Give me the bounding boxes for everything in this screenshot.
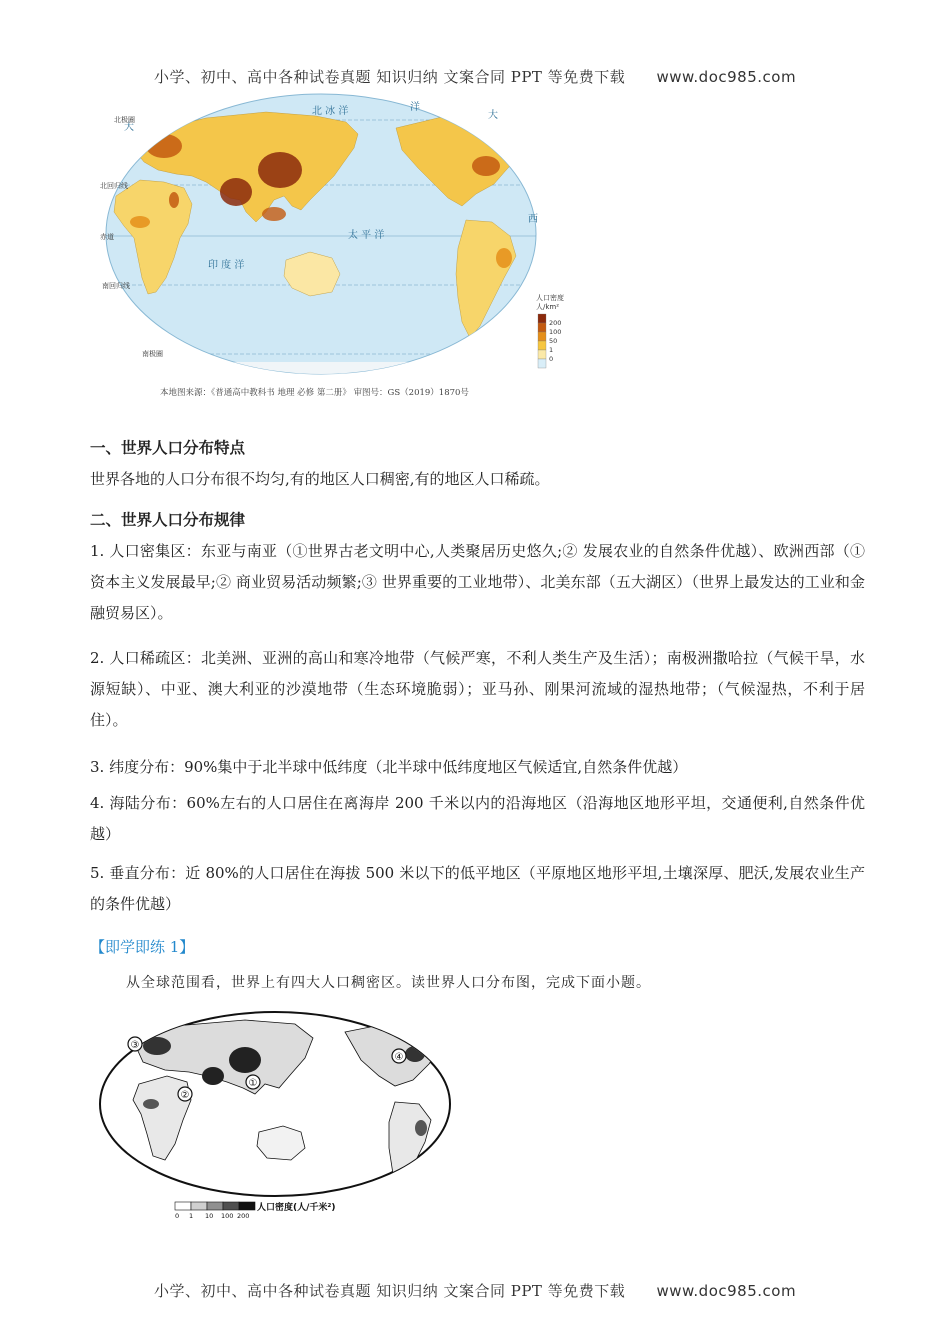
legend-swatch <box>538 314 546 323</box>
map-label-pacific-ocean: 太 平 洋 <box>348 230 385 241</box>
map2-legend-swatch <box>223 1202 239 1210</box>
map-label-arctic-ocean: 北 冰 洋 <box>312 106 349 117</box>
legend-title: 人口密度 <box>536 294 564 302</box>
legend-value: 1 <box>549 346 554 354</box>
map2-dense-brazil <box>415 1120 427 1136</box>
map-label-indian-ocean: 印 度 洋 <box>208 260 245 271</box>
map2-legend-swatch <box>191 1202 207 1210</box>
east-asia-dense <box>258 152 302 188</box>
map2-legend-value: 10 <box>205 1212 214 1220</box>
header-site[interactable]: www.doc985.com <box>656 68 797 86</box>
map2-marker-2 <box>178 1087 192 1101</box>
section2-item-5: 5. 垂直分布：近 80%的人口居住在海拔 500 米以下的低平地区（平原地区地形平坦,土壤深厚、肥沃,发展农业生产的条件优越） <box>90 864 865 913</box>
antarctica-landmass <box>96 362 556 382</box>
west-europe-dense <box>146 134 182 158</box>
exercise-label: 【即学即练 1】 <box>90 938 195 956</box>
legend-value: 200 <box>549 319 562 327</box>
nile-dense <box>169 192 179 208</box>
legend-value: 50 <box>549 337 558 345</box>
map-label-big-right: 大 <box>488 110 498 121</box>
map-label-antarctic-circle: 南极圈 <box>142 350 163 358</box>
west-africa-dense <box>130 216 150 228</box>
world-population-map <box>96 88 564 388</box>
east-north-america-dense <box>472 156 500 176</box>
legend-swatch <box>538 332 546 341</box>
map-label-ocean-char: 洋 <box>410 102 420 113</box>
section1-text: 世界各地的人口分布很不均匀,有的地区人口稠密,有的地区人口稀疏。 <box>90 470 550 488</box>
legend-value: 100 <box>549 328 562 336</box>
legend-unit: 人/km² <box>536 303 560 311</box>
map2-marker-1 <box>246 1075 260 1089</box>
map-label-big-left: 大 <box>124 122 134 133</box>
legend-value: 0 <box>549 355 554 363</box>
section2-item-2: 2. 人口稀疏区：北美洲、亚洲的高山和寒冷地带（气候严寒，不利人类生产及生活）；南极洲撒哈拉（气候干旱，水源短缺）、中亚、澳大利亚的沙漠地带（生态环境脆弱）；亚马孙、刚果河流域的湿热地带；（气候湿热，不利于居住）。 <box>90 649 865 729</box>
map-label-atlantic-xi: 西 <box>528 214 538 225</box>
legend-swatch <box>538 341 546 350</box>
exercise-intro: 从全球范围看，世界上有四大人口稠密区。读世界人口分布图，完成下面小题。 <box>126 975 651 991</box>
south-asia-dense <box>220 178 252 206</box>
map2-dense-west-europe <box>143 1037 171 1055</box>
section2-item-3: 3. 纬度分布：90%集中于北半球中低纬度（北半球中低纬度地区气候适宜,自然条件优越） <box>90 758 688 776</box>
map2-legend-value: 100 <box>221 1212 234 1220</box>
map-label-tropic-cancer: 北回归线 <box>100 182 128 190</box>
page-header <box>0 66 950 87</box>
header-text: 小学、初中、高中各种试卷真题 知识归纳 文案合同 PPT 等免费下载 <box>153 68 626 86</box>
map2-legend-swatch <box>239 1202 255 1210</box>
map-label-arctic-circle: 北极圈 <box>114 116 135 124</box>
section2-heading: 二、世界人口分布规律 <box>90 511 246 529</box>
svg-text:④: ④ <box>394 1052 404 1063</box>
map2-legend-value: 0 <box>175 1212 180 1220</box>
brazil-coast-dense <box>496 248 512 268</box>
map2-legend-value: 1 <box>189 1212 194 1220</box>
footer-site[interactable]: www.doc985.com <box>656 1282 797 1300</box>
svg-text:②: ② <box>180 1090 190 1101</box>
southeast-asia-dense <box>262 207 286 221</box>
section2-item-1: 1. 人口密集区：东亚与南亚（①世界古老文明中心,人类聚居历史悠久;② 发展农业的自然条件优越）、欧洲西部（①资本主义发展最早;② 商业贸易活动频繁;③ 世界重要的工业地带）、北美东部（五大湖区）（世界上最发达的工业和金融贸易区）。 <box>90 542 865 622</box>
svg-text:①: ① <box>248 1078 258 1089</box>
legend-swatch <box>538 323 546 332</box>
map-label-equator: 赤道 <box>100 233 114 241</box>
map2-marker-3 <box>128 1037 142 1051</box>
map1-caption: 本地图来源：《普通高中教科书 地理 必修 第二册》 审图号：GS（2019）1870号 <box>160 388 469 398</box>
map2-legend-swatch <box>175 1202 191 1210</box>
map2-legend-title: 人口密度(人/千米²) <box>257 1203 336 1213</box>
legend-swatch <box>538 359 546 368</box>
map1-legend <box>536 293 564 368</box>
map2-dense-east-asia <box>229 1047 261 1073</box>
map2-marker-4 <box>392 1049 406 1063</box>
svg-text:③: ③ <box>130 1040 140 1051</box>
map2-legend-swatch <box>207 1202 223 1210</box>
section1-heading: 一、世界人口分布特点 <box>90 439 246 457</box>
footer-text: 小学、初中、高中各种试卷真题 知识归纳 文案合同 PPT 等免费下载 <box>153 1282 626 1300</box>
map2-dense-south-asia <box>202 1067 224 1085</box>
legend-swatch <box>538 350 546 359</box>
population-density-exercise-map <box>95 1010 470 1225</box>
map2-legend <box>175 1201 335 1220</box>
map2-legend-value: 200 <box>237 1212 250 1220</box>
map-label-tropic-capricorn: 南回归线 <box>102 282 130 290</box>
map2-dense-west-africa <box>143 1099 159 1109</box>
page-footer <box>0 1280 950 1301</box>
section2-item-4: 4. 海陆分布：60%左右的人口居住在离海岸 200 千米以内的沿海地区（沿海地区地形平坦，交通便利,自然条件优越） <box>90 794 865 843</box>
